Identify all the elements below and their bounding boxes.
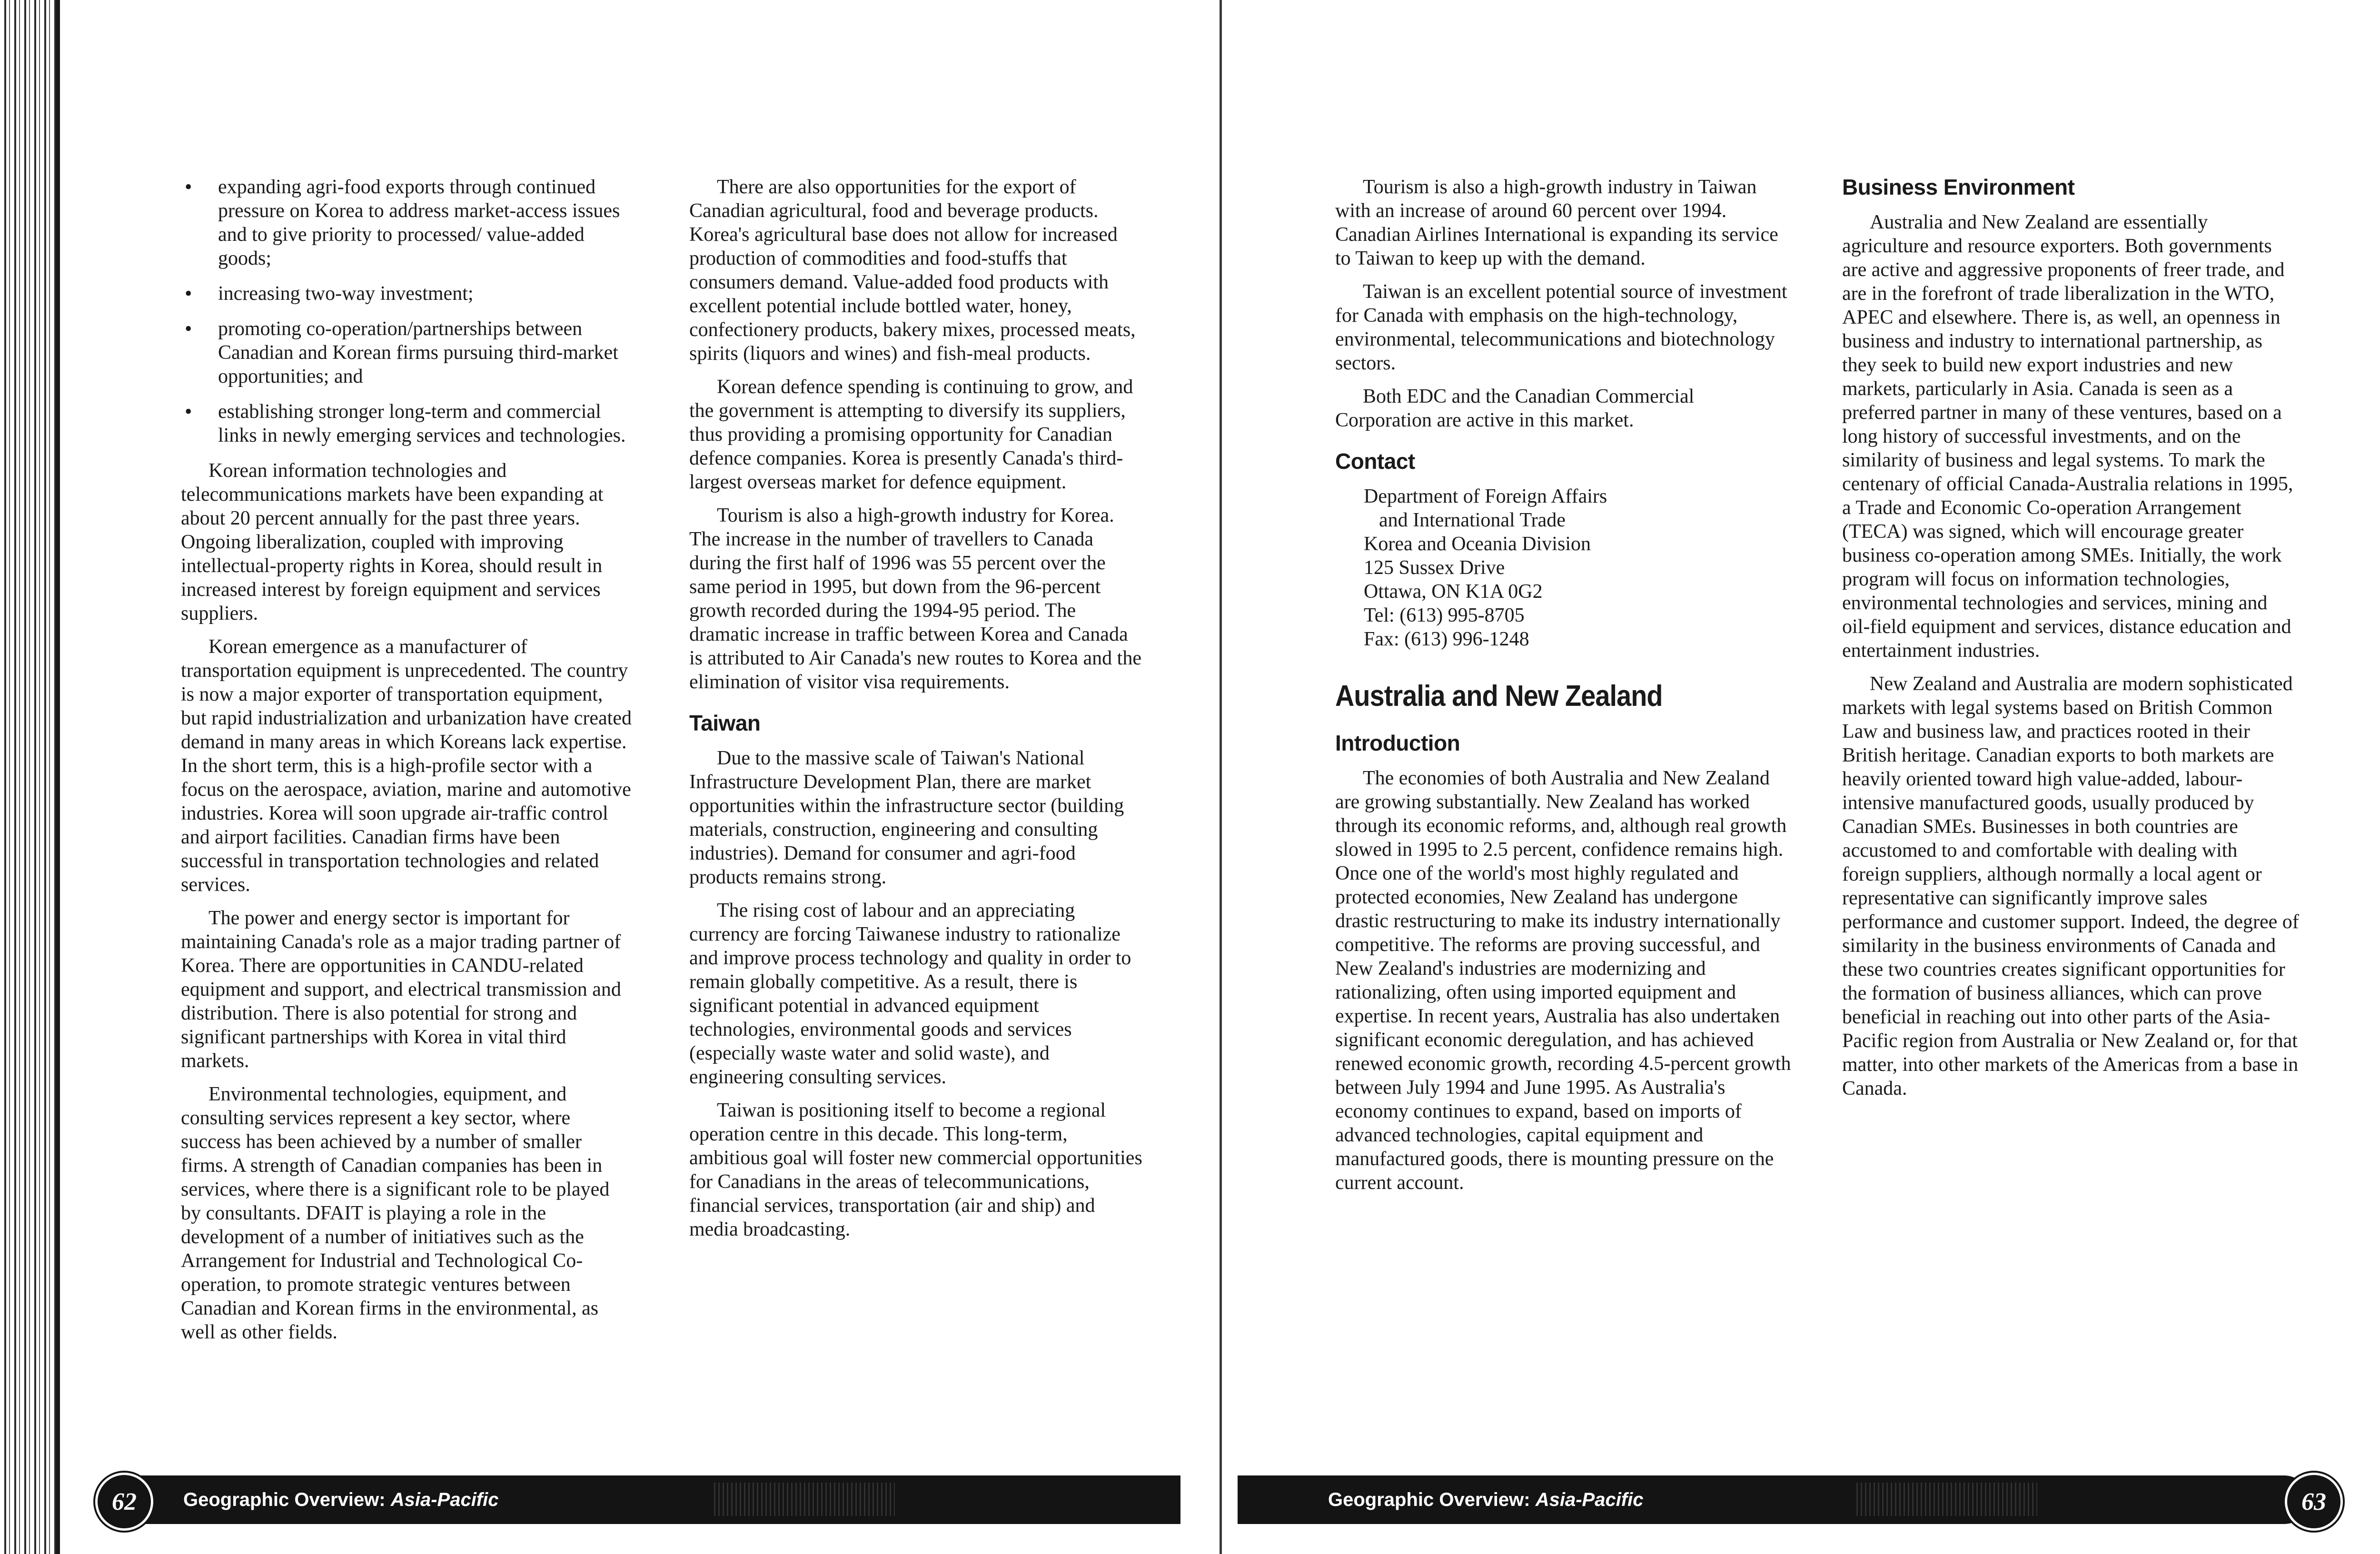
paragraph: Tourism is also a high-growth industry in Taiwan with an increase of around 60 percent over 1994. Canadian Airlines International is expanding its service to Taiwan to keep up with the demand. bbox=[1335, 176, 1778, 269]
section-heading-taiwan: Taiwan bbox=[689, 711, 761, 735]
footer-label bbox=[1328, 1489, 1643, 1511]
address-line: Fax: (613) 996-1248 bbox=[1364, 628, 1529, 650]
binding-edge bbox=[0, 0, 64, 1554]
address-line: Department of Foreign Affairs bbox=[1364, 485, 1607, 507]
paragraph: Korean information technologies and telecommunications markets have been expanding at about 20 percent annually for the past three years. Ongoing liberalization, coupled with improving intellectual-property rights in Korea, should result in increased interest by foreign equipment and services suppliers. bbox=[181, 460, 604, 624]
contact-heading: Contact bbox=[1335, 449, 1415, 474]
paragraph: There are also opportunities for the export of Canadian agricultural, food and beverage products. Korea's agricultural base does not allow for increased production of commodities and food-stuffs that consumers demand. Value-added food products with excellent potential include bottled water, honey, confectionery products, bakery mixes, processed meats, spirits (liquors and wines) and fish-meal products. bbox=[689, 176, 1136, 365]
bullet-list bbox=[181, 175, 633, 447]
footer-label-emphasis: Asia-Pacific bbox=[390, 1489, 499, 1510]
paragraph: Tourism is also a high-growth industry for Korea. The increase in the number of travellers to Canada during the first half of 1996 was 55 percent over the same period in 1995, but down from the 96-percent growth recorded during the 1994-95 period. The dramatic increase in traffic between Korea and Canada is attributed to Air Canada's new routes to Korea and the elimination of visitor visa requirements. bbox=[689, 505, 1141, 693]
left-footer-bar bbox=[100, 1475, 1180, 1524]
left-page-column-1 bbox=[181, 175, 633, 1354]
page-gutter bbox=[1220, 0, 1222, 1554]
paragraph: Due to the massive scale of Taiwan's National Infrastructure Development Plan, there are market opportunities within the infrastructure sector (building materials, construction, engineering and consulting industries). Demand for consumer and agri-food products remains strong. bbox=[689, 747, 1124, 888]
address-line: 125 Sussex Drive bbox=[1364, 557, 1505, 579]
left-page-column-2 bbox=[689, 175, 1146, 1251]
footer-label bbox=[183, 1489, 498, 1511]
footer-texture bbox=[714, 1483, 895, 1516]
paragraph: Both EDC and the Canadian Commercial Corporation are active in this market. bbox=[1335, 386, 1695, 431]
paragraph: Korean emergence as a manufacturer of transportation equipment is unprecedented. The country is now a major exporter of transportation equipment, but rapid industrialization and urbanization have created demand in many areas in which Koreans lack expertise. In the short term, this is a high-profile sector with a focus on the aerospace, aviation, marine and automotive industries. Korea will soon upgrade air-traffic control and airport facilities. Canadian firms have been successful in transportation technologies and related services. bbox=[181, 636, 632, 896]
footer-label-text: Geographic Overview: bbox=[183, 1489, 391, 1510]
bullet-item: • promoting co-operation/partnerships between Canadian and Korean firms pursuing third-market opportunities; and bbox=[181, 317, 633, 388]
footer-texture bbox=[1856, 1483, 2037, 1516]
bullet-item: • expanding agri-food exports through continued pressure on Korea to address market-access issues and to give priority to processed/ value-added goods; bbox=[181, 175, 633, 270]
business-environment-heading: Business Environment bbox=[1842, 175, 2075, 199]
paragraph: The power and energy sector is important for maintaining Canada's role as a major trading partner of Korea. There are opportunities in CANDU-related equipment and support, and electrical transmission and distribution. There is also potential for strong and significant partnerships with Korea in vital third markets. bbox=[181, 907, 621, 1072]
bullet-item: • establishing stronger long-term and commercial links in newly emerging services and technologies. bbox=[181, 400, 633, 447]
paragraph: The economies of both Australia and New Zealand are growing substantially. New Zealand has worked through its economic reforms, and, although real growth slowed in 1995 to 2.5 percent, confidence remains high. Once one of the world's most highly regulated and protected economies, New Zealand has undergone drastic restructuring to make its industry internationally competitive. The reforms are proving successful, and New Zealand's industries are modernizing and rationalizing, often using imported equipment and expertise. In recent years, Australia has also undertaken significant economic deregulation, and has achieved renewed economic growth, recording 4.5-percent growth between July 1994 and June 1995. As Australia's economy continues to expand, based on imports of advanced technologies, capital equipment and manufactured goods, there is mounting pressure on the current account. bbox=[1335, 767, 1791, 1194]
bullet-item: • increasing two-way investment; bbox=[181, 282, 633, 306]
introduction-heading: Introduction bbox=[1335, 731, 1460, 755]
contact-address bbox=[1364, 485, 1792, 651]
paragraph: Taiwan is positioning itself to become a regional operation centre in this decade. This long-term, ambitious goal will foster new commercial opportunities for Canadians in the areas of telecommunications, financial services, transportation (air and ship) and media broadcasting. bbox=[689, 1099, 1142, 1240]
paragraph: The rising cost of labour and an appreciating currency are forcing Taiwanese industry to rationalize and improve process technology and quality in order to remain globally competitive. As a result, there is significant potential in advanced equipment technologies, environmental goods and services (especially waste water and solid waste), and engineering consulting services. bbox=[689, 900, 1131, 1088]
footer-label-text: Geographic Overview: bbox=[1328, 1489, 1536, 1510]
address-line: Tel: (613) 995-8705 bbox=[1364, 604, 1525, 626]
paragraph: New Zealand and Australia are modern sophisticated markets with legal systems based on British Common Law and business law, and practices rooted in their British heritage. Canadian exports to both markets are heavily oriented toward high value-added, labour-intensive manufactured goods, usually produced by Canadian SMEs. Businesses in both countries are accustomed to and comfortable with dealing with foreign suppliers, although normally a local agent or representative can significantly improve sales performance and customer support. Indeed, the degree of similarity in the business environments of Canada and these two countries creates significant opportunities for the formation of business alliances, which can prove beneficial in reaching out into other parts of the Asia-Pacific region from Australia or New Zealand or, for that matter, into other markets of the Americas from a base in Canada. bbox=[1842, 673, 2299, 1099]
binding-rule bbox=[56, 0, 60, 1554]
address-line: Ottawa, ON K1A 0G2 bbox=[1364, 581, 1543, 603]
address-line: Korea and Oceania Division bbox=[1364, 533, 1591, 555]
right-page-column-1 bbox=[1335, 175, 1792, 1204]
paragraph: Taiwan is an excellent potential source of investment for Canada with emphasis on the high-technology, environmental, telecommunications and biotechnology sectors. bbox=[1335, 281, 1787, 374]
footer-label-emphasis: Asia-Pacific bbox=[1535, 1489, 1644, 1510]
right-footer-bar bbox=[1238, 1475, 2309, 1524]
address-line: and International Trade bbox=[1379, 509, 1566, 531]
right-page-column-2 bbox=[1842, 175, 2299, 1110]
paragraph: Korean defence spending is continuing to grow, and the government is attempting to diversify its suppliers, thus providing a promising opportunity for Canadian defence companies. Korea is presently Canada's third-largest overseas market for defence equipment. bbox=[689, 376, 1133, 493]
paragraph: Australia and New Zealand are essentially agriculture and resource exporters. Both governments are active and aggressive proponents of freer trade, and are in the forefront of trade liberalization in the WTO, APEC and elsewhere. There is, as well, an openness in business and industry to international partnership, as they seek to build new export industries and new markets, particularly in Asia. Canada is seen as a preferred partner in many of these ventures, based on a long history of successful investments, and on the similarity of business and legal systems. To mark the centenary of official Canada-Australia relations in 1995, a Trade and Economic Co-operation Arrangement (TECA) was signed, which will encourage greater business co-operation among SMEs. Initially, the work program will focus on information technologies, environmental technologies and services, mining and oil-field equipment and services, distance education and entertainment industries. bbox=[1842, 211, 2293, 662]
page-number-left: 62 bbox=[95, 1473, 153, 1531]
paragraph: Environmental technologies, equipment, and consulting services represent a key sector, where success has been achieved by a number of smaller firms. A strength of Canadian companies has been in services, where there is a significant role to be played by consultants. DFAIT is playing a role in the development of a number of initiatives such as the Arrangement for Industrial and Technological Co-operation, to promote strategic ventures between Canadian and Korean firms in the environmental, as well as other fields. bbox=[181, 1083, 610, 1343]
region-heading: Australia and New Zealand bbox=[1335, 680, 1663, 713]
page-number-right: 63 bbox=[2285, 1473, 2343, 1531]
